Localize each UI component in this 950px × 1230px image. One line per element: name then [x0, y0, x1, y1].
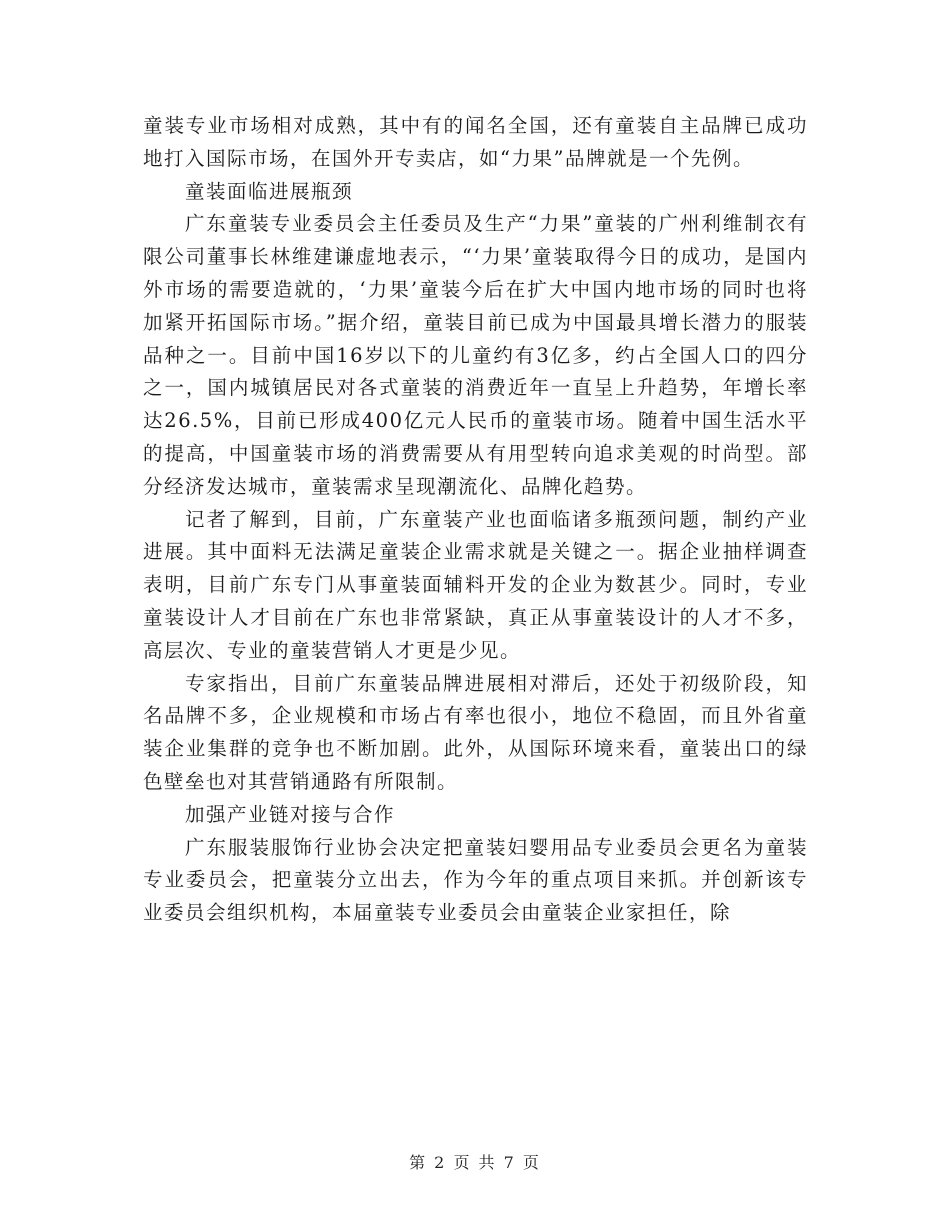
- section-heading-bottleneck: 童装面临进展瓶颈: [185, 179, 354, 203]
- paragraph-intro: 童装专业市场相对成熟，其中有的闻名全国，还有童装自主品牌已成功地打入国际市场，在国外开专卖店，如“力果”品牌就是一个先例。: [143, 114, 808, 170]
- document-body: [143, 110, 808, 930]
- section-heading-cooperation: 加强产业链对接与合作: [185, 802, 396, 826]
- paragraph-problems: 记者了解到，目前，广东童装产业也面临诸多瓶颈问题，制约产业进展。其中面料无法满足童装企业需求就是关键之一。据企业抽样调查表明，目前广东专门从事童装面辅料开发的企业为数甚少。同时，专业童装设计人才目前在广东也非常紧缺，真正从事童装设计的人才不多，高层次、专业的童装营销人才更是少见。: [143, 507, 808, 662]
- page-number-label: 第 2 页 共 7 页: [409, 1153, 541, 1172]
- paragraph-association: 广东服装服饰行业协会决定把童装妇婴用品专业委员会更名为童装专业委员会，把童装分立出去，作为今年的重点项目来抓。并创新该专业委员会组织机构，本届童装专业委员会由童装企业家担任，除: [143, 835, 808, 925]
- paragraph-expert: 专家指出，目前广东童装品牌进展相对滞后，还处于初级阶段，知名品牌不多，企业规模和市场占有率也很小，地位不稳固，而且外省童装企业集群的竞争也不断加剧。此外，从国际环境来看，童装出口的绿色壁垒也对其营销通路有所限制。: [143, 671, 808, 793]
- paragraph-interview: 广东童装专业委员会主任委员及生产“力果”童装的广州利维制衣有限公司董事长林维建谦虚地表示，“‘力果’童装取得今日的成功，是国内外市场的需要造就的，‘力果’童装今后在扩大中国内地市场的同时也将加紧开拓国际市场。”据介绍，童装目前已成为中国最具增长潜力的服装品种之一。目前中国16岁以下的儿童约有3亿多，约占全国人口的四分之一，国内城镇居民对各式童装的消费近年一直呈上升趋势，年增长率达26.5%，目前已形成400亿元人民币的童装市场。随着中国生活水平的提高，中国童装市场的消费需要从有用型转向追求美观的时尚型。部分经济发达城市，童装需求呈现潮流化、品牌化趋势。: [143, 212, 808, 498]
- page-footer: [0, 1150, 950, 1173]
